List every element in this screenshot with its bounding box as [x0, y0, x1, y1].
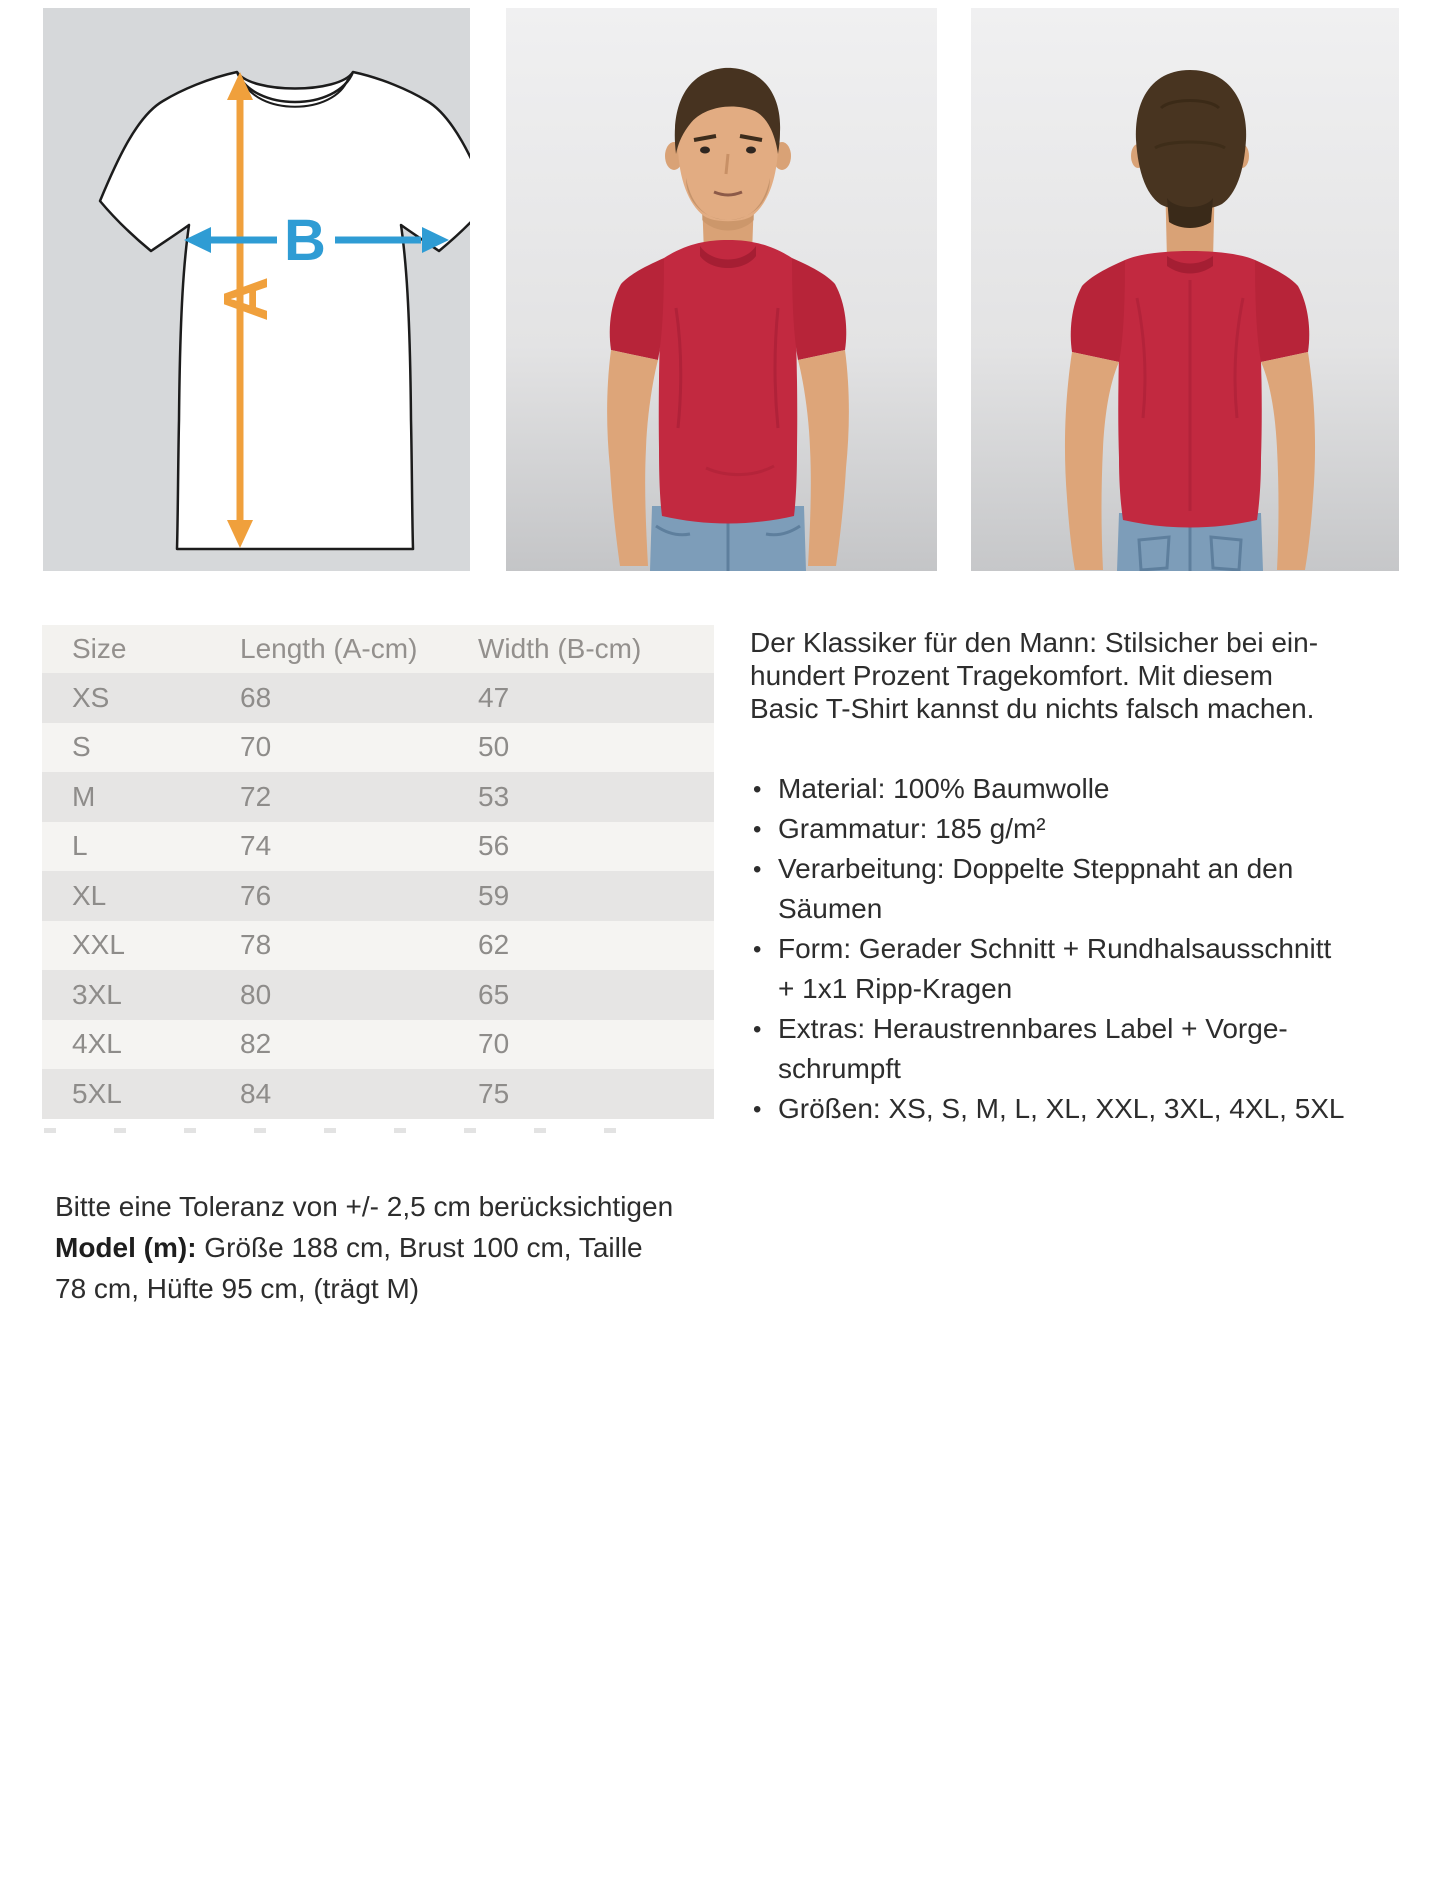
table-cell: L: [72, 830, 88, 862]
size-table: [42, 625, 714, 1119]
bullet-item: [750, 849, 1345, 929]
bullet-line: • Extras: Heraustrennbares Label + Vorge-: [778, 1013, 1288, 1044]
table-row: [42, 723, 714, 773]
bullet-item: [750, 1009, 1345, 1089]
table-cell: 56: [478, 830, 510, 862]
table-cell: 76: [240, 879, 272, 911]
table-row: [42, 1020, 714, 1070]
table-cell: 68: [240, 681, 272, 713]
table-cell: 80: [240, 978, 272, 1010]
table-cell: 47: [478, 681, 510, 713]
model-back-illustration: [971, 8, 1399, 571]
bullet-item: [750, 809, 1345, 849]
bullet-line: • Form: Gerader Schnitt + Rundhalsausschnitt: [778, 933, 1332, 964]
description-line: Basic T-Shirt kannst du nichts falsch machen.: [750, 693, 1315, 724]
size-notes: [55, 1186, 673, 1309]
tshirt-measurement-diagram: [43, 8, 470, 571]
model-info-line1: [55, 1227, 673, 1268]
size-table-header: [42, 625, 714, 673]
model-back-photo: [971, 8, 1399, 571]
table-row: [42, 871, 714, 921]
description-line: hundert Prozent Tragekomfort. Mit diesem: [750, 660, 1273, 691]
bullet-line: • Material: 100% Baumwolle: [778, 773, 1110, 804]
bullet-line: + 1x1 Ripp-Kragen: [778, 973, 1013, 1004]
table-cell: 62: [478, 929, 510, 961]
bullet-line: • Verarbeitung: Doppelte Steppnaht an den: [778, 853, 1294, 884]
column-header-length: Length (A-cm): [240, 633, 418, 664]
table-cell: XS: [72, 681, 110, 713]
bullet-line: • Größen: XS, S, M, L, XL, XXL, 3XL, 4XL, 5XL: [778, 1093, 1345, 1124]
table-cell: XL: [72, 879, 107, 911]
table-row: [42, 772, 714, 822]
bullet-item: [750, 1089, 1345, 1129]
column-header-width: Width (B-cm): [478, 633, 642, 664]
column-header-size: Size: [72, 633, 127, 664]
table-cell: 74: [240, 830, 272, 862]
bullet-line: Säumen: [778, 893, 883, 924]
measure-b-label: B: [284, 208, 326, 273]
bullet-item: [750, 769, 1345, 809]
table-cell: M: [72, 780, 96, 812]
table-cell: 4XL: [72, 1028, 122, 1060]
product-description: [750, 626, 1345, 1129]
table-cell: 84: [240, 1077, 272, 1109]
table-row: [42, 1069, 714, 1119]
table-cell: 59: [478, 879, 510, 911]
table-cell: 5XL: [72, 1077, 122, 1109]
table-cell: 72: [240, 780, 272, 812]
tolerance-note: Bitte eine Toleranz von +/- 2,5 cm berücksichtigen: [55, 1191, 674, 1222]
model-front-illustration: [506, 8, 937, 571]
table-row: [42, 822, 714, 872]
table-row: [42, 673, 714, 723]
table-cell: 78: [240, 929, 272, 961]
table-cell: 65: [478, 978, 510, 1010]
table-cell: 50: [478, 731, 510, 763]
model-label: Model (m):: [55, 1232, 197, 1263]
model-measurements: Größe 188 cm, Brust 100 cm, Taille: [196, 1232, 643, 1263]
model-front-photo: [506, 8, 937, 571]
table-cell: 3XL: [72, 978, 122, 1010]
size-diagram-image: [43, 8, 470, 571]
table-cell: 82: [240, 1028, 272, 1060]
bullet-line: schrumpft: [778, 1053, 901, 1084]
table-cell: 75: [478, 1077, 510, 1109]
description-intro: [750, 626, 1345, 725]
table-cell: 70: [240, 731, 272, 763]
description-line: Der Klassiker für den Mann: Stilsicher bei ein-: [750, 627, 1319, 658]
model-info-line2: 78 cm, Hüfte 95 cm, (trägt M): [55, 1273, 420, 1304]
clipped-table-row: [44, 1128, 664, 1133]
table-cell: 70: [478, 1028, 510, 1060]
description-bullets: [750, 769, 1345, 1129]
measure-a-label: A: [212, 276, 281, 322]
table-cell: XXL: [72, 929, 125, 961]
size-table-body: [42, 673, 714, 1119]
bullet-item: [750, 929, 1345, 1009]
table-row: [42, 921, 714, 971]
table-cell: S: [72, 731, 91, 763]
bullet-line: • Grammatur: 185 g/m²: [778, 813, 1046, 844]
table-row: [42, 970, 714, 1020]
table-cell: 53: [478, 780, 510, 812]
